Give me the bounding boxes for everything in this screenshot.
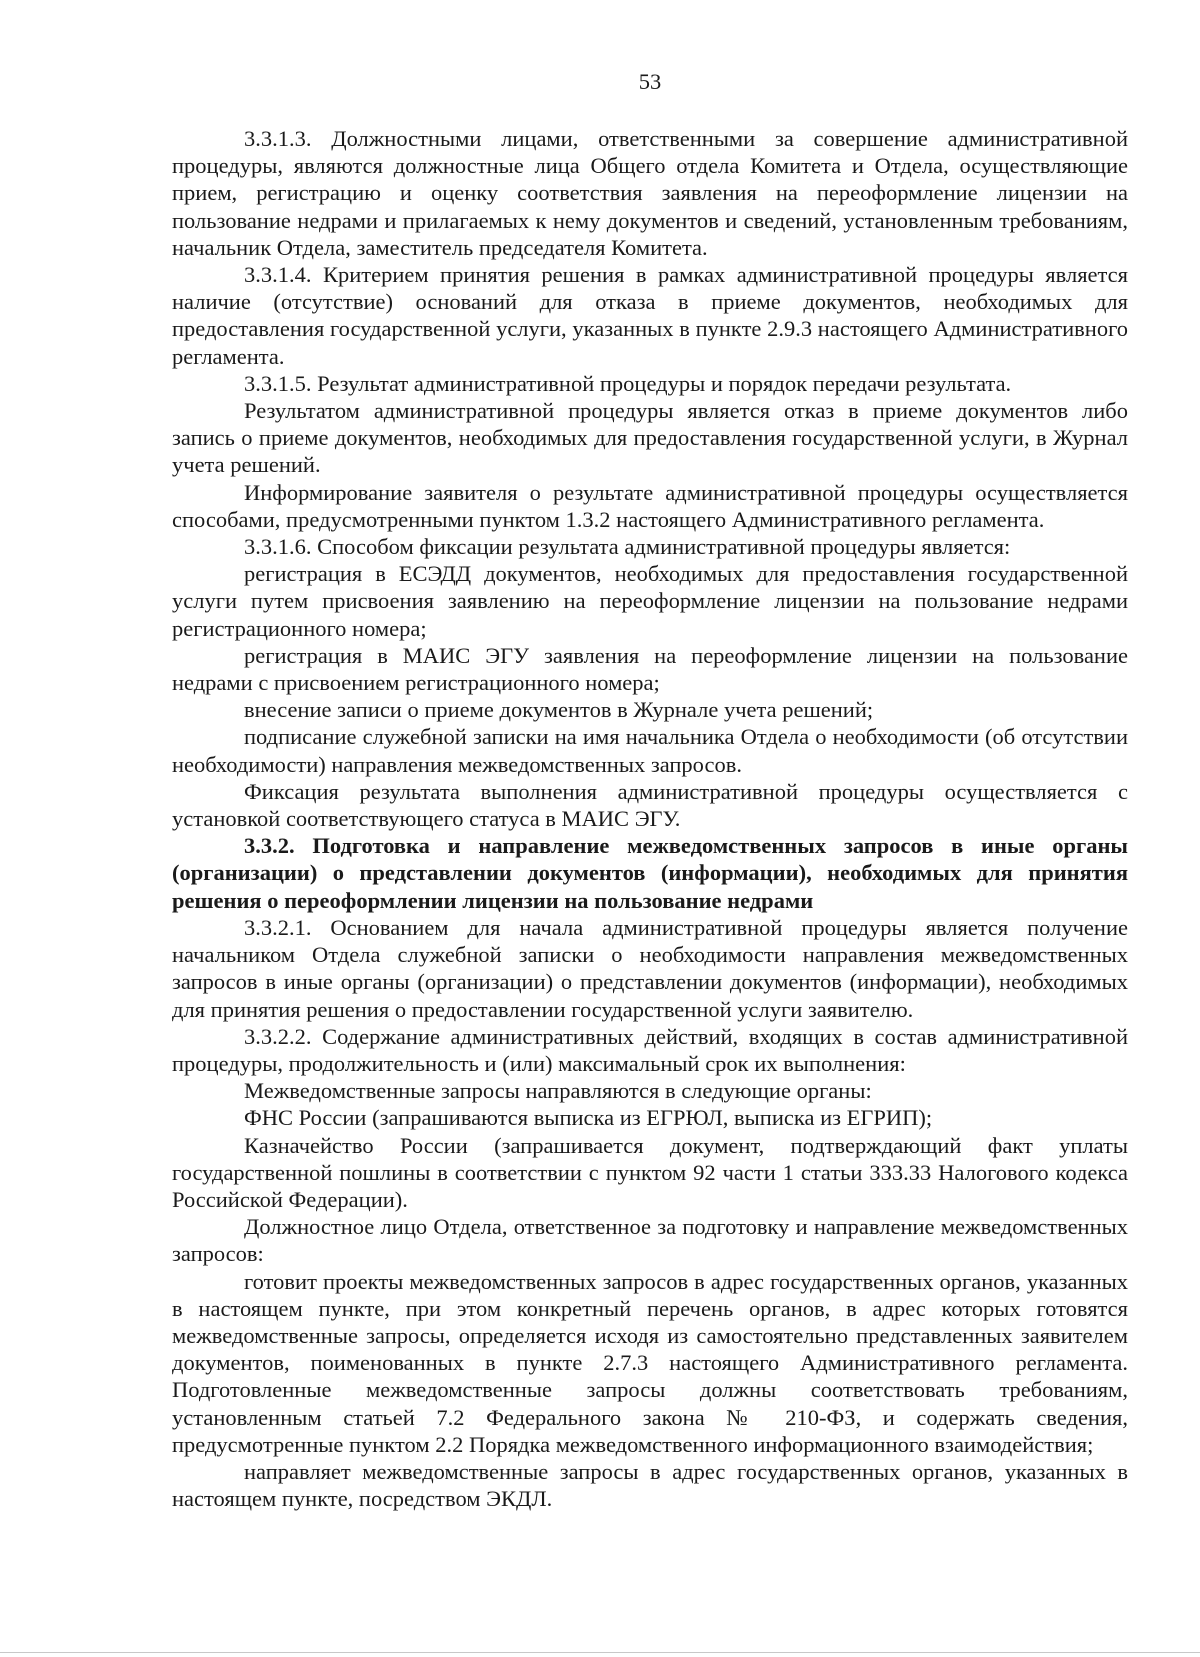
paragraph: 3.3.1.6. Способом фиксации результата административной процедуры является: [244,534,1011,560]
paragraph: Казначейство России (запрашивается документ, подтверждающий факт уплаты государственной пошлины в соответствии с пунктом 92 части 1 статьи 333.33 Налогового кодекса Российской Федерации). [172,1132,1128,1212]
page-number: 53 [638,69,662,94]
paragraph: Фиксация результата выполнения административной процедуры осуществляется с установкой соответствующего статуса в МАИС ЭГУ. [172,778,1128,832]
paragraph: 3.3.2.1. Основанием для начала административной процедуры является получение начальником Отдела служебной записки о необходимости направления межведомственных запросов в иные органы (организации) о представлении документов (информации), необходимых для принятия решения о предоставлении государственной услуги заявителю. [172,914,1128,1022]
paragraph: 3.3.1.5. Результат административной процедуры и порядок передачи результата. [244,370,1012,396]
paragraph: Межведомственные запросы направляются в следующие органы: [244,1078,872,1104]
paragraph: ФНС России (запрашиваются выписка из ЕГРЮЛ, выписка из ЕГРИП); [244,1105,933,1131]
paragraph: 3.3.2.2. Содержание административных действий, входящих в состав административной процедуры, продолжительность и (или) максимальный срок их выполнения: [172,1023,1128,1076]
paragraph: 3.3.1.3. Должностными лицами, ответственными за совершение административной процедуры, являются должностные лица Общего отдела Комитета и Отдела, осуществляющие прием, регистрацию и оценку соответствия заявления на переоформление лицензии на пользование недрами и прилагаемых к нему документов и сведений, установленным требованиям, начальник Отдела, заместитель председателя Комитета. [172,126,1128,260]
paragraph: регистрация в МАИС ЭГУ заявления на переоформление лицензии на пользование недрами с присвоением регистрационного номера; [172,642,1128,696]
paragraph: готовит проекты межведомственных запросов в адрес государственных органов, указанных в настоящем пункте, при этом конкретный перечень органов, в адрес которых готовятся межведомственные запросы, определяется исходя из самостоятельно представленных заявителем документов, поименованных в пункте 2.7.3 настоящего Административного регламента. Подготовленные межведомственные запросы должны соответствовать требованиям, установленным статьей 7.2 Федерального закона № 210-ФЗ, и содержать сведения, предусмотренные пунктом 2.2 Порядка межведомственного информационного взаимодействия; [172,1268,1128,1457]
paragraph: Результатом административной процедуры является отказ в приеме документов либо запись о приеме документов, необходимых для предоставления государственной услуги, в Журнал учета решений. [172,398,1128,478]
paragraph: направляет межведомственные запросы в адрес государственных органов, указанных в настоящем пункте, посредством ЭКДЛ. [172,1458,1128,1512]
paragraph: регистрация в ЕСЭДД документов, необходимых для предоставления государственной услуги путем присвоения заявлению на переоформление лицензии на пользование недрами регистрационного номера; [172,561,1128,641]
paragraph: 3.3.1.4. Критерием принятия решения в рамках административной процедуры является наличие (отсутствие) оснований для отказа в приеме документов, необходимых для предоставления государственной услуги, указанных в пункте 2.9.3 настоящего Административного регламента. [172,262,1128,369]
document-page [172,68,1128,1512]
page-edge-divider [0,1652,1200,1653]
paragraph: Должностное лицо Отдела, ответственное за подготовку и направление межведомственных запросов: [172,1214,1128,1267]
section-heading: 3.3.2. Подготовка и направление межведомственных запросов в иные органы (организации) о представлении документов (информации), необходимых для принятия решения о переоформлении лицензии на пользование недрами [172,833,1128,913]
document-body [172,125,1128,1512]
paragraph: Информирование заявителя о результате административной процедуры осуществляется способами, предусмотренными пунктом 1.3.2 настоящего Административного регламента. [172,479,1128,532]
paragraph: внесение записи о приеме документов в Журнале учета решений; [244,697,874,723]
paragraph: подписание служебной записки на имя начальника Отдела о необходимости (об отсутствии необходимости) направления межведомственных запросов. [172,724,1128,777]
